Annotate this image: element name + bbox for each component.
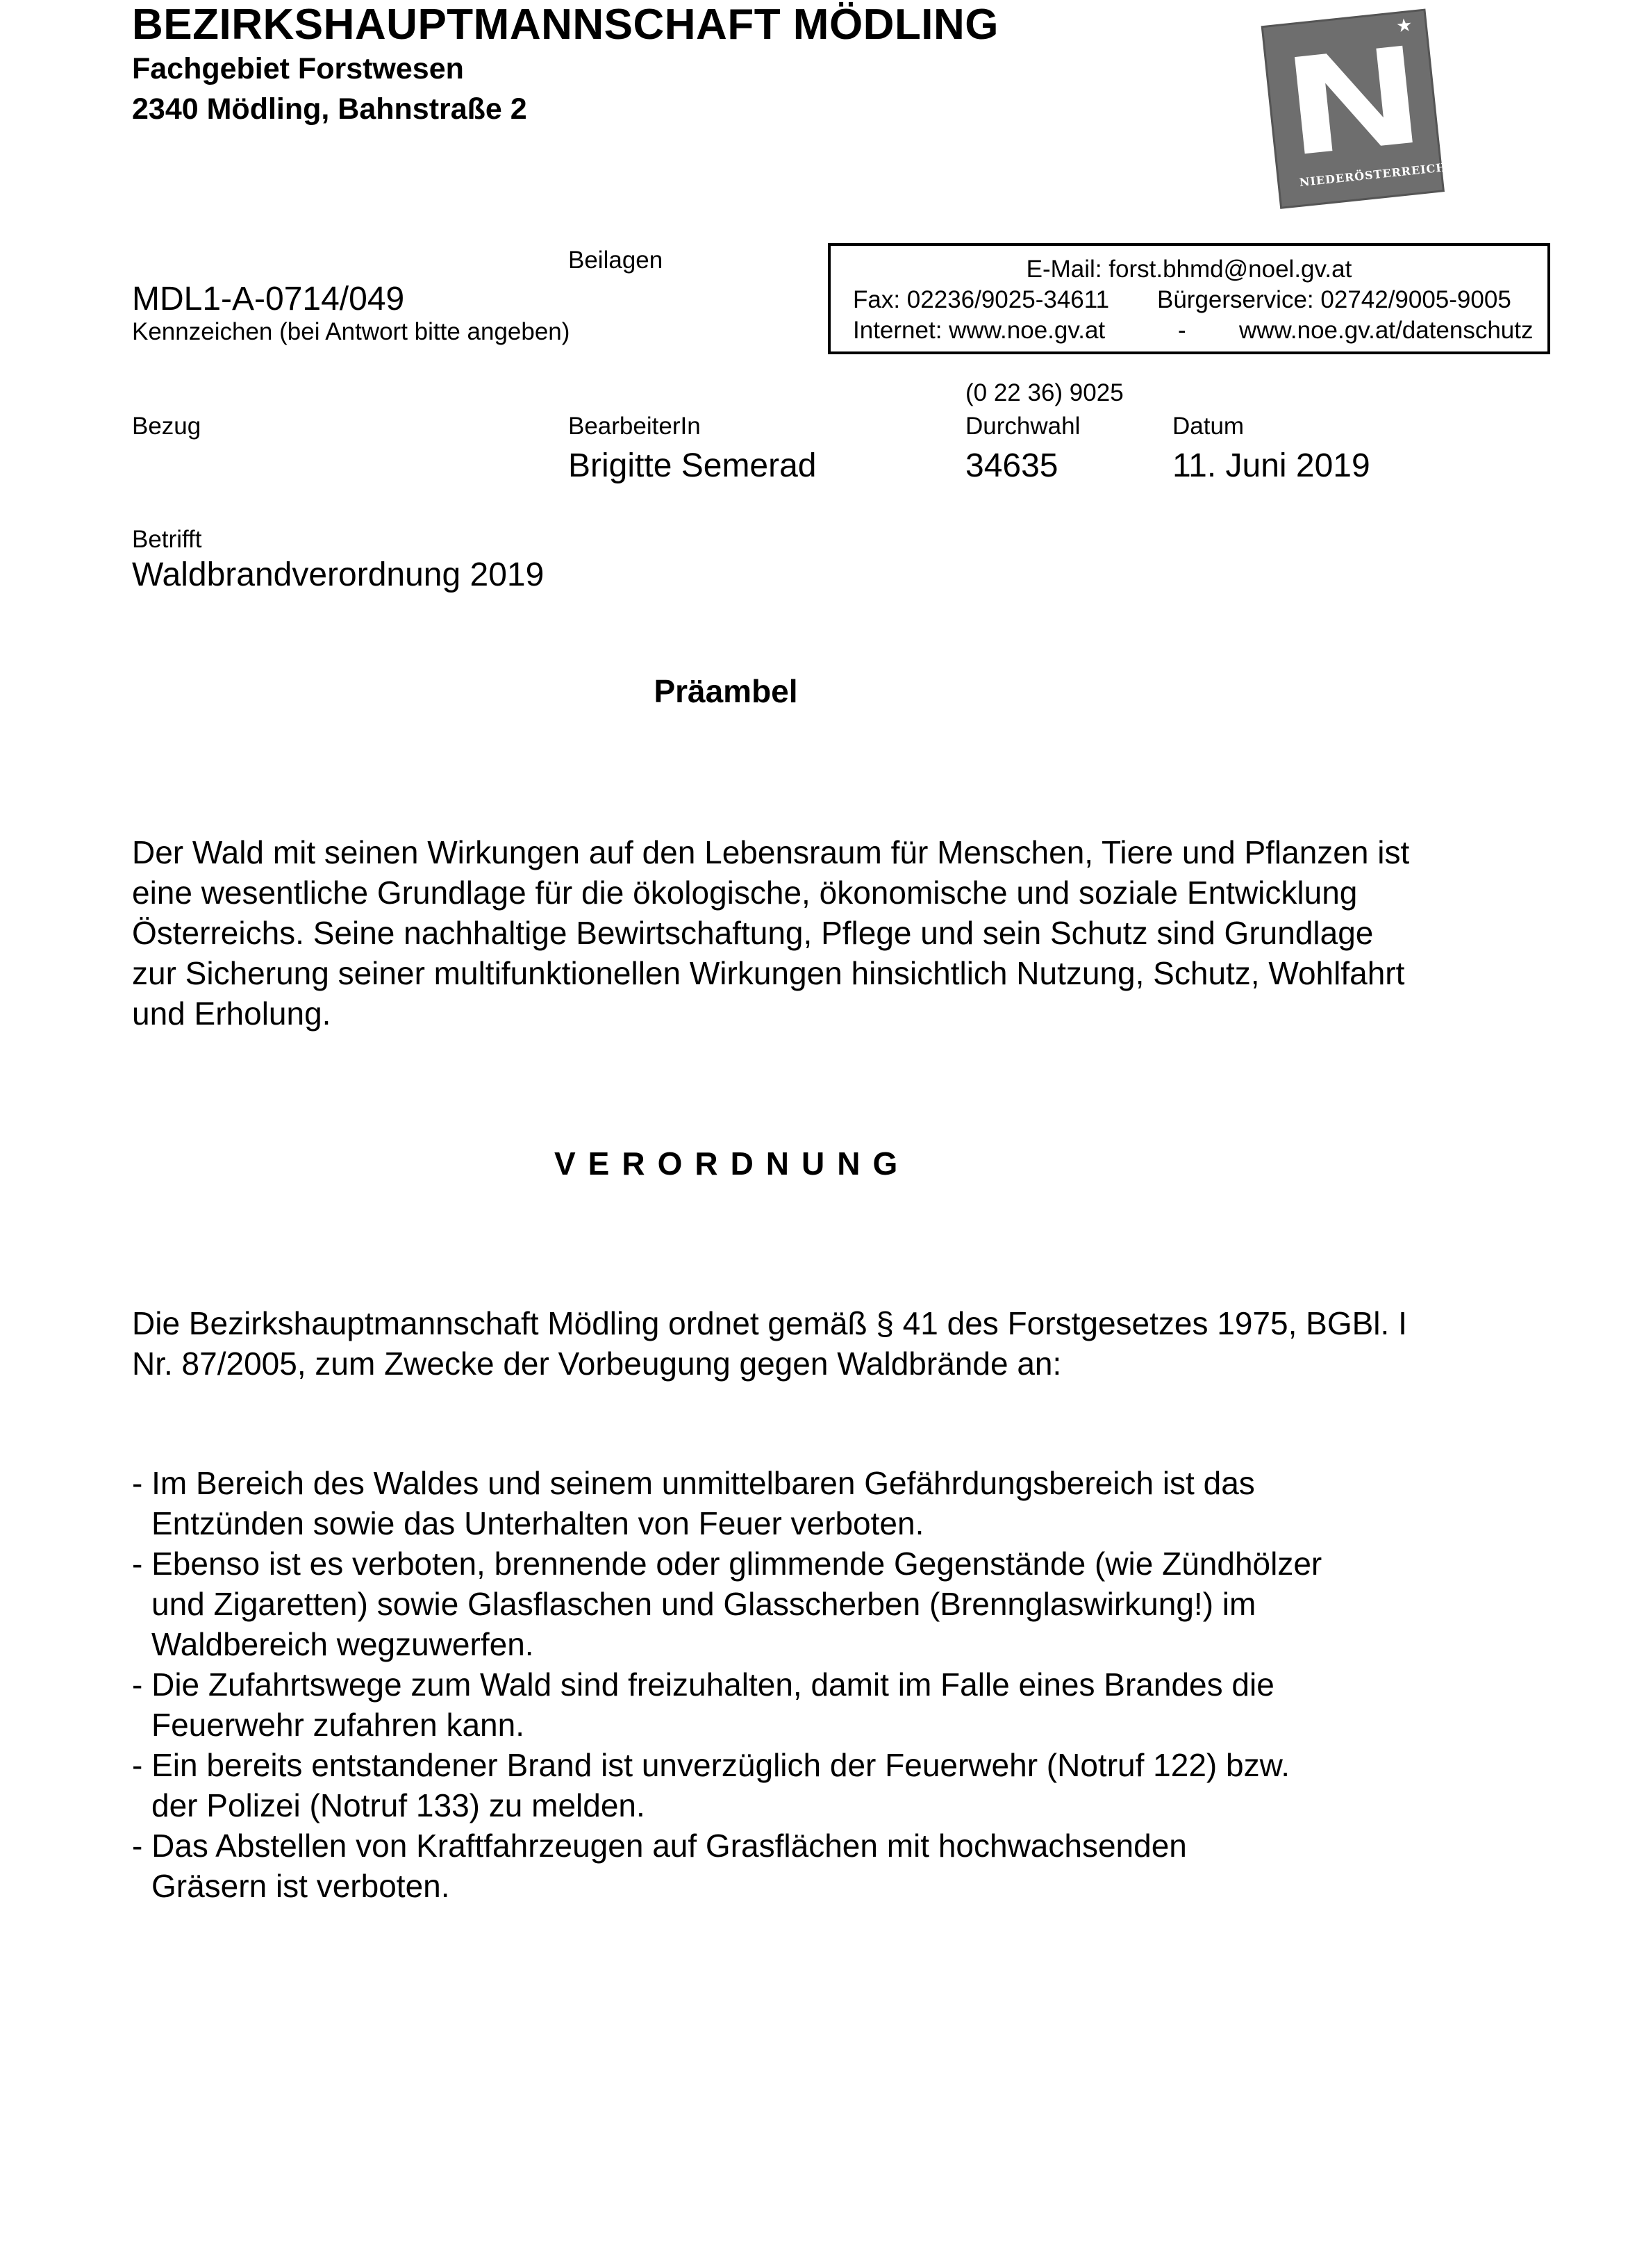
bezug-label: Bezug bbox=[132, 413, 201, 440]
datum-label: Datum bbox=[1172, 413, 1245, 440]
list-item-line: Entzünden sowie das Unterhalten von Feuer verboten. bbox=[151, 1505, 924, 1541]
organization-name: BEZIRKSHAUPTMANNSCHAFT MÖDLING bbox=[132, 1, 999, 49]
contact-line-internet bbox=[853, 317, 1534, 345]
logo-caption: NIEDERÖSTERREICH bbox=[1298, 160, 1448, 190]
list-item-line: und Zigaretten) sowie Glasflaschen und Glasscherben (Brennglaswirkung!) im bbox=[151, 1586, 1256, 1622]
preamble-title: Präambel bbox=[654, 673, 798, 709]
list-item-line: - Die Zufahrtswege zum Wald sind freizuhalten, damit im Falle eines Brandes die bbox=[132, 1666, 1274, 1703]
preamble-line: eine wesentliche Grundlage für die ökologische, ökonomische und soziale Entwicklung bbox=[132, 875, 1358, 911]
list-item-line: - Ein bereits entstandener Brand ist unverzüglich der Feuerwehr (Notruf 122) bzw. bbox=[132, 1747, 1290, 1783]
list-item-line: Waldbereich wegzuwerfen. bbox=[151, 1626, 534, 1662]
durchwahl-label: Durchwahl bbox=[965, 413, 1081, 440]
contact-buergerservice: Bürgerservice: 02742/9005-9005 bbox=[1157, 286, 1511, 313]
contact-fax: Fax: 02236/9025-34611 bbox=[853, 286, 1110, 313]
list-item-line: Gräsern ist verboten. bbox=[151, 1868, 450, 1904]
beilagen-label: Beilagen bbox=[568, 247, 663, 274]
subject-value: Waldbrandverordnung 2019 bbox=[132, 556, 545, 593]
verordnung-title: VERORDNUNG bbox=[554, 1145, 911, 1182]
svg-text:★: ★ bbox=[1395, 15, 1414, 38]
list-item-line: - Im Bereich des Waldes und seinem unmittelbaren Gefährdungsbereich ist das bbox=[132, 1465, 1255, 1501]
contact-line-fax bbox=[853, 286, 1511, 314]
phone-prefix: (0 22 36) 9025 bbox=[965, 379, 1124, 406]
bearbeiter-value: Brigitte Semerad bbox=[568, 447, 817, 484]
preamble-line: Der Wald mit seinen Wirkungen auf den Lebensraum für Menschen, Tiere und Pflanzen ist bbox=[132, 834, 1410, 870]
contact-email: E-Mail: forst.bhmd@noel.gv.at bbox=[1026, 256, 1352, 283]
subject-label: Betrifft bbox=[132, 526, 202, 553]
list-item-line: Feuerwehr zufahren kann. bbox=[151, 1707, 524, 1743]
department-name: Fachgebiet Forstwesen bbox=[132, 52, 464, 85]
office-address: 2340 Mödling, Bahnstraße 2 bbox=[132, 92, 527, 126]
intro-line: Die Bezirkshauptmannschaft Mödling ordnet gemäß § 41 des Forstgesetzes 1975, BGBl. I bbox=[132, 1305, 1407, 1341]
preamble-line: Österreichs. Seine nachhaltige Bewirtschaftung, Pflege und sein Schutz sind Grundlage bbox=[132, 915, 1374, 951]
verordnung-intro bbox=[132, 1303, 1407, 1384]
list-item-line: - Ebenso ist es verboten, brennende oder glimmende Gegenstände (wie Zündhölzer bbox=[132, 1546, 1322, 1582]
contact-box bbox=[828, 243, 1550, 354]
list-item-line: - Das Abstellen von Kraftfahrzeugen auf Grasflächen mit hochwachsenden bbox=[132, 1828, 1187, 1864]
datum-value: 11. Juni 2019 bbox=[1172, 447, 1370, 484]
durchwahl-value: 34635 bbox=[965, 447, 1058, 484]
reference-hint: Kennzeichen (bei Antwort bitte angeben) bbox=[132, 318, 570, 345]
contact-internet: Internet: www.noe.gv.at bbox=[853, 317, 1106, 344]
bearbeiter-label: BearbeiterIn bbox=[568, 413, 701, 440]
contact-separator: - bbox=[1178, 317, 1186, 344]
preamble-text bbox=[132, 832, 1409, 1034]
reference-number: MDL1-A-0714/049 bbox=[132, 281, 405, 317]
intro-line: Nr. 87/2005, zum Zwecke der Vorbeugung gegen Waldbrände an: bbox=[132, 1346, 1062, 1382]
contact-datenschutz: www.noe.gv.at/datenschutz bbox=[1239, 317, 1534, 344]
list-item-line: der Polizei (Notruf 133) zu melden. bbox=[151, 1787, 645, 1823]
noe-logo bbox=[1250, 3, 1452, 211]
verordnung-list bbox=[132, 1463, 1322, 1906]
preamble-line: und Erholung. bbox=[132, 995, 331, 1032]
preamble-line: zur Sicherung seiner multifunktionellen Wirkungen hinsichtlich Nutzung, Schutz, Wohlfahrt bbox=[132, 955, 1405, 991]
